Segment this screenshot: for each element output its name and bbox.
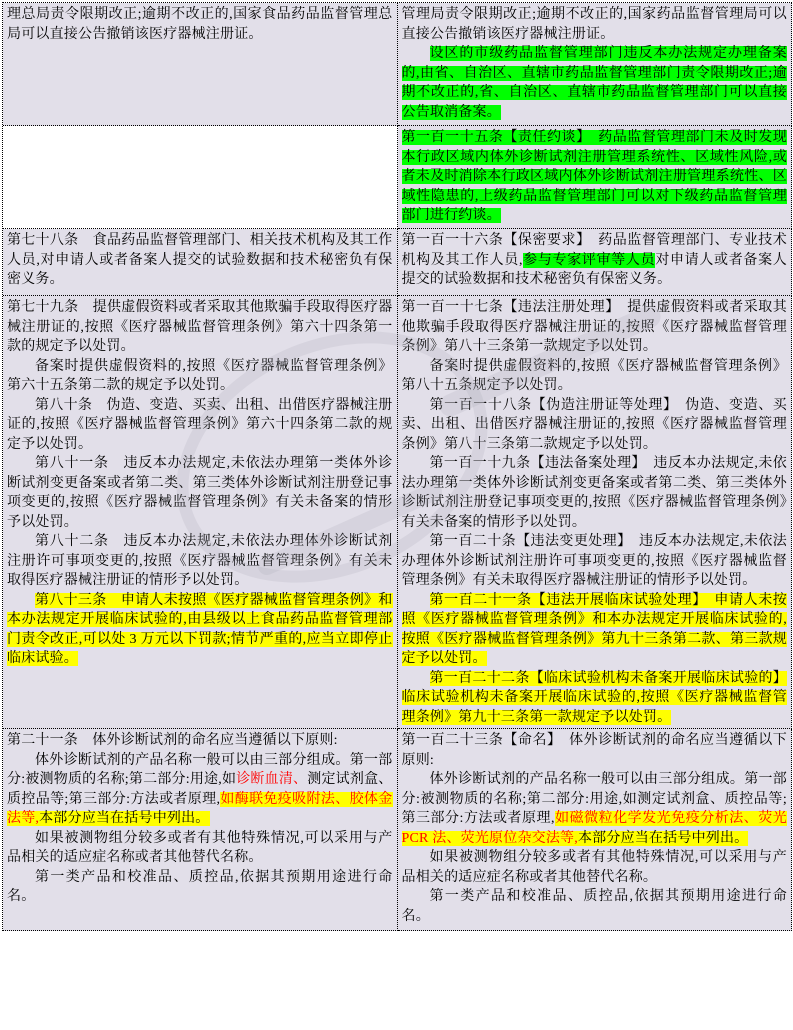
text-run: 第八十条 伪造、变造、买卖、出租、出借医疗器械注册证的,按照《医疗器械监督管理条例》第六十四条第二款的规定予以处罚。 xyxy=(7,397,393,452)
paragraph xyxy=(402,731,788,770)
text-run: 设区的市级药品监督管理部门违反本办法规定办理备案的,由省、自治区、直辖市药品监督管理部门责令限期改正;逾期不改正的,省、自治区、直辖市药品监督管理部门可以直接公告取消备案。 xyxy=(401,46,787,120)
paragraph xyxy=(402,848,788,887)
text-run: 管理局责令限期改正;逾期不改正的,国家药品监督管理局可以直接公告撤销该医疗器械注册证。 xyxy=(401,7,787,42)
text-run: 参与专家评审等人员 xyxy=(522,252,656,268)
table-row xyxy=(3,126,792,229)
paragraph xyxy=(7,454,393,532)
comparison-table xyxy=(2,2,792,931)
cell-new-regulation-text xyxy=(398,229,793,296)
text-run: 如果被测物组分较多或者有其他特殊情况,可以采用与产品相关的适应症名称或者其他替代名称。 xyxy=(401,850,787,885)
text-run: 第八十一条 违反本办法规定,未依法办理第一类体外诊断试剂变更备案或者第二类、第三类体外诊断试剂注册登记事项变更的,按照《医疗器械监督管理条例》有关未备案的情形予以处罚。 xyxy=(7,456,393,530)
paragraph xyxy=(402,357,788,396)
text-run: 第七十九条 提供虚假资料或者采取其他欺骗手段取得医疗器械注册证的,按照《医疗器械监督管理条例》第六十四条第一款的规定予以处罚。 xyxy=(7,300,393,354)
paragraph xyxy=(402,298,788,357)
text-run: 诊断血清、 xyxy=(236,772,308,787)
text-run: 第七十八条 食品药品监督管理部门、相关技术机构及其工作人员,对申请人或者备案人提交的试验数据和技术秘密负有保密义务。 xyxy=(7,233,393,287)
text-run: 第一百一十七条【违法注册处理】 提供虚假资料或者采取其他欺骗手段取得医疗器械注册证的,按照《医疗器械监督管理条例》第八十三条第一款规定予以处罚。 xyxy=(401,300,787,354)
text-run: 第二十一条 体外诊断试剂的命名应当遵循以下原则: xyxy=(7,733,338,748)
text-run: 如酶联免疫吸附法、胶体金法等, xyxy=(7,791,393,826)
text-run: 对申请人或者备案人提交的试验数据和技术秘密负有保密义务。 xyxy=(401,252,787,287)
text-run: 理总局责令限期改正;逾期不改正的,国家食品药品监督管理总局可以直接公告撤销该医疗器械注册证。 xyxy=(7,7,393,42)
text-run: 第一百二十条【违法变更处理】 违反本办法规定,未依法办理体外诊断试剂注册许可事项变更的,按照《医疗器械监督管理条例》有关未取得医疗器械注册证的情形予以处罚。 xyxy=(401,534,787,588)
text-run: 第一百一十九条【违法备案处理】 违反本办法规定,未依法办理第一类体外诊断试剂变更备案或者第二类、第三类体外诊断试剂注册登记事项变更的,按照《医疗器械监督管理条例》有关未备案的情形予以处罚。 xyxy=(401,456,787,530)
paragraph xyxy=(7,357,393,396)
paragraph xyxy=(7,731,393,751)
text-run: 如果被测物组分较多或者有其他特殊情况,可以采用与产品相关的适应症名称或者其他替代名称。 xyxy=(7,830,393,865)
paragraph xyxy=(402,44,788,122)
paragraph xyxy=(7,751,393,829)
text-run: 第一类产品和校准品、质控品,依据其预期用途进行命名。 xyxy=(7,869,393,904)
text-run: 本部分应当在括号中列出。 xyxy=(39,811,210,826)
cell-new-regulation-text xyxy=(398,126,793,229)
paragraph xyxy=(402,591,788,669)
text-run: 第一百一十五条【责任约谈】 药品监督管理部门未及时发现本行政区域内体外诊断试剂注册管理系统性、区域性风险,或者未及时消除本行政区域内体外诊断试剂注册管理系统性、区域性隐患的,上级药品监督管理部门可以对下级药品监督管理部门进行约谈。 xyxy=(401,130,787,223)
paragraph xyxy=(402,669,788,728)
table-row xyxy=(3,229,792,296)
text-run: 第八十二条 违反本办法规定,未依法办理体外诊断试剂注册许可事项变更的,按照《医疗器械监督管理条例》有关未取得医疗器械注册证的情形予以处罚。 xyxy=(7,534,393,588)
cell-old-regulation-text xyxy=(3,729,398,931)
text-run: 第一百二十二条【临床试验机构未备案开展临床试验的】临床试验机构未备案开展临床试验的,按照《医疗器械监督管理条例》第九十三条第一款规定予以处罚。 xyxy=(401,670,787,725)
text-run: 体外诊断试剂的产品名称一般可以由三部分组成。第一部分:被测物质的名称;第二部分:用途,如测定试剂盒、质控品等;第三部分:方法或者原理, xyxy=(401,772,787,826)
paragraph xyxy=(7,868,393,907)
paragraph xyxy=(402,770,788,848)
paragraph xyxy=(402,532,788,591)
text-run: 如磁微粒化学发光免疫分析法、荧光 PCR 法、荧光原位杂交法等, xyxy=(401,811,788,846)
table-row xyxy=(3,3,792,126)
cell-new-regulation-text xyxy=(398,3,793,126)
text-run: 第一百一十六条【保密要求】 药品监督管理部门、专业技术机构及其工作人员, xyxy=(401,233,787,268)
text-run: 测定试剂盒、质控品等;第三部分:方法或者原理, xyxy=(7,772,393,807)
table-row xyxy=(3,729,792,931)
cell-old-regulation-text xyxy=(3,229,398,296)
paragraph xyxy=(402,887,788,926)
paragraph xyxy=(402,454,788,532)
cell-old-regulation-text xyxy=(3,3,398,126)
paragraph xyxy=(7,231,393,290)
paragraph xyxy=(7,829,393,868)
text-run: 第一百二十一条【违法开展临床试验处理】 申请人未按照《医疗器械监督管理条例》和本办法规定开展临床试验的,按照《医疗器械监督管理条例》第九十三条第二款、第三款规定予以处罚。 xyxy=(401,592,787,666)
text-run: 第一类产品和校准品、质控品,依据其预期用途进行命名。 xyxy=(401,889,787,924)
text-run: 第一百二十三条【命名】 体外诊断试剂的命名应当遵循以下原则: xyxy=(401,733,787,768)
paragraph xyxy=(7,591,393,669)
paragraph xyxy=(402,231,788,290)
cell-new-regulation-text xyxy=(398,729,793,931)
cell-old-regulation-text xyxy=(3,296,398,729)
text-run: 体外诊断试剂的产品名称一般可以由三部分组成。第一部分:被测物质的名称;第二部分:用途,如 xyxy=(7,752,393,787)
paragraph xyxy=(402,5,788,44)
text-run: 备案时提供虚假资料的,按照《医疗器械监督管理条例》第六十五条第二款的规定予以处罚。 xyxy=(7,358,393,393)
text-run: 备案时提供虚假资料的,按照《医疗器械监督管理条例》第八十五条规定予以处罚。 xyxy=(401,358,787,393)
paragraph xyxy=(7,5,393,44)
paragraph xyxy=(7,532,393,591)
table-row xyxy=(3,296,792,729)
paragraph xyxy=(7,298,393,357)
text-run: 第一百一十八条【伪造注册证等处理】 伪造、变造、买卖、出租、出借医疗器械注册证的,按照《医疗器械监督管理条例》第八十三条第二款规定予以处罚。 xyxy=(401,397,787,452)
text-run: 第八十三条 申请人未按照《医疗器械监督管理条例》和本办法规定开展临床试验的,由县级以上食品药品监督管理部门责令改正,可以处 3 万元以下罚款;情节严重的,应当立即停止临床试验。 xyxy=(7,592,393,666)
paragraph xyxy=(402,128,788,226)
paragraph xyxy=(402,396,788,455)
paragraph xyxy=(7,396,393,455)
cell-new-regulation-text xyxy=(398,296,793,729)
cell-old-regulation-text xyxy=(3,126,398,229)
text-run: 本部分应当在括号中列出。 xyxy=(577,830,749,846)
